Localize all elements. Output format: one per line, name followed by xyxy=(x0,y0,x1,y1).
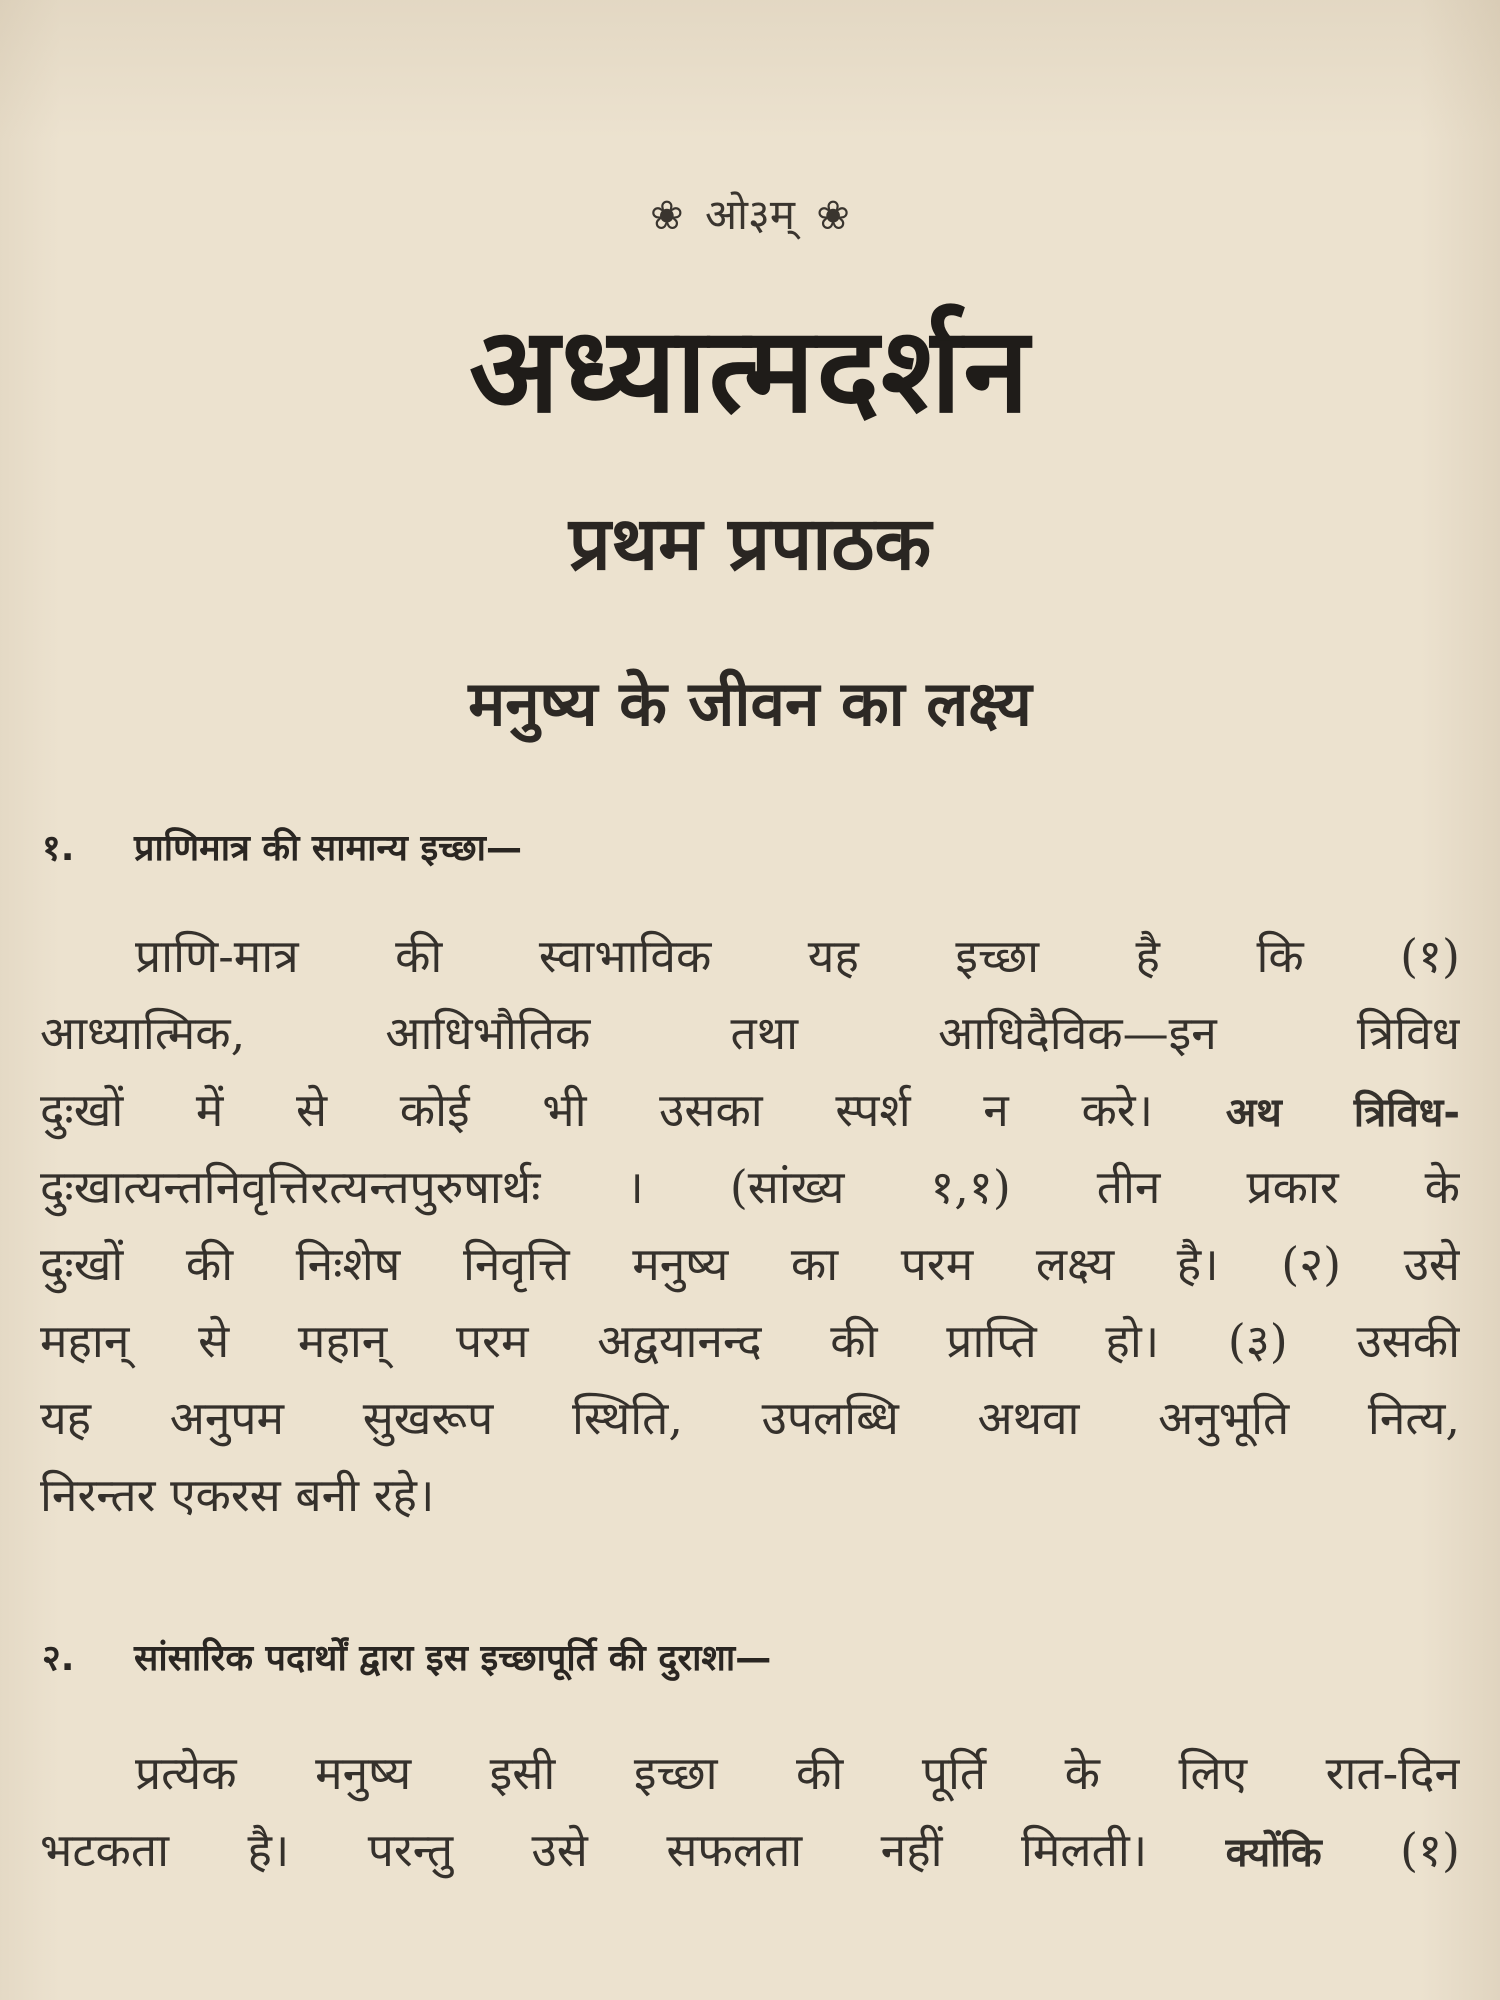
topic-title: मनुष्य के जीवन का लक्ष्य xyxy=(468,667,1032,740)
paragraph-line xyxy=(40,1072,1460,1149)
flower-ornament-right-icon: ❀ xyxy=(816,193,850,239)
flower-ornament-left-icon: ❀ xyxy=(650,193,684,239)
paragraph-line xyxy=(40,1812,1460,1889)
paragraph-line: दुःखात्यन्तनिवृत्तिरत्यन्तपुरुषार्थः । (सांख्य १,१) तीन प्रकार के xyxy=(40,1160,1460,1214)
bold-word: क्योंकि xyxy=(1225,1830,1322,1876)
section-heading-2 xyxy=(42,1632,771,1681)
section-number: २. xyxy=(42,1638,75,1679)
paragraph-line: महान् से महान् परम अद्वयानन्द की प्राप्ति हो। (३) उसकी xyxy=(40,1314,1460,1368)
paragraph-line: दुःखों की निःशेष निवृत्ति मनुष्य का परम लक्ष्य है। (२) उसे xyxy=(40,1237,1460,1291)
paragraph-1 xyxy=(40,918,1460,1534)
section-heading-text: प्राणिमात्र की सामान्य इच्छा— xyxy=(134,828,522,869)
paragraph-line-text: दुःखों में से कोई भी उसका स्पर्श न करे। xyxy=(40,1083,1154,1137)
paragraph-line: प्राणि-मात्र की स्वाभाविक यह इच्छा है कि (१) xyxy=(135,929,1460,983)
paragraph-2 xyxy=(40,1735,1460,1889)
chapter-title: प्रथम प्रपाठक xyxy=(568,501,932,587)
bold-sutra-start: अथ त्रिविध- xyxy=(1225,1090,1460,1136)
invocation-om xyxy=(0,185,1500,242)
paragraph-line: प्रत्येक मनुष्य इसी इच्छा की पूर्ति के लिए रात-दिन xyxy=(135,1746,1460,1800)
section-heading-text: सांसारिक पदार्थों द्वारा इस इच्छापूर्ति की दुराशा— xyxy=(134,1638,772,1679)
paragraph-line: यह अनुपम सुखरूप स्थिति, उपलब्धि अथवा अनुभूति नित्य, xyxy=(40,1391,1460,1445)
section-heading-1 xyxy=(42,822,522,871)
paragraph-line: निरन्तर एकरस बनी रहे। xyxy=(40,1468,435,1522)
paragraph-line-text: (१) xyxy=(1400,1823,1460,1877)
paragraph-line: आध्यात्मिक, आधिभौतिक तथा आधिदैविक—इन त्रिविध xyxy=(40,1006,1460,1060)
om-text: ओ३म् xyxy=(705,190,795,239)
book-title: अध्यात्मदर्शन xyxy=(469,301,1031,439)
section-number: १. xyxy=(42,828,75,869)
paragraph-line-text: भटकता है। परन्तु उसे सफलता नहीं मिलती। xyxy=(40,1823,1148,1877)
